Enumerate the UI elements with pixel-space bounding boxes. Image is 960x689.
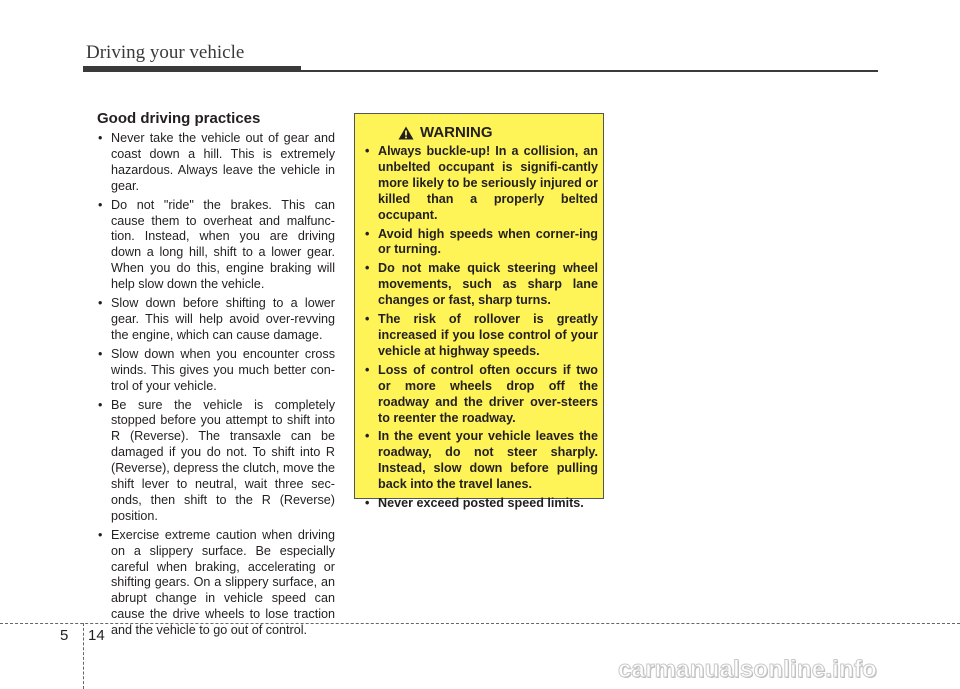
list-item: • Do not "ride" the brakes. This can cause them to overheat and malfunc-tion. Instead, when you are driving down a long hill, shift to a lower gear. When you do this, engine braking will help slow down the vehicle. bbox=[98, 197, 335, 292]
bullet-icon: • bbox=[98, 397, 103, 412]
list-item: • Never take the vehicle out of gear and coast down a hill. This is extremely hazardous. Always leave the vehicle in gear. bbox=[98, 131, 335, 193]
header-rule-thin bbox=[301, 70, 878, 72]
warning-item: • Avoid high speeds when corner-ing or turning. bbox=[365, 226, 598, 257]
bullet-icon: • bbox=[98, 346, 103, 361]
bullet-icon: • bbox=[365, 226, 370, 241]
footer-divider bbox=[0, 623, 960, 624]
bullet-icon: • bbox=[365, 312, 370, 327]
list-item: • Slow down when you encounter cross winds. This gives you much better con-trol of your vehicle. bbox=[98, 346, 335, 393]
page-number: 14 bbox=[88, 627, 105, 644]
chapter-number: 5 bbox=[60, 627, 69, 644]
warning-list bbox=[364, 144, 598, 512]
footer-vertical-divider bbox=[83, 623, 84, 689]
watermark: carmanualsonline.info bbox=[618, 656, 877, 683]
warning-triangle-icon bbox=[398, 126, 414, 140]
warning-item: • Do not make quick steering wheel movements, such as sharp lane changes or fast, sharp turns. bbox=[365, 261, 598, 308]
warning-item: • Loss of control often occurs if two or more wheels drop off the roadway and the driver over-steers to reenter the roadway. bbox=[365, 362, 598, 425]
bullet-icon: • bbox=[365, 144, 370, 158]
practices-list bbox=[97, 131, 335, 639]
warning-item: • Always buckle-up! In a collision, an unbelted occupant is signifi-cantly more likely to be seriously injured or killed than a properly belted occupant. bbox=[365, 144, 598, 222]
bullet-icon: • bbox=[365, 496, 370, 511]
section-heading: Good driving practices bbox=[97, 110, 261, 127]
bullet-icon: • bbox=[365, 429, 370, 444]
header-rule-thick bbox=[83, 66, 301, 72]
warning-header bbox=[398, 124, 598, 141]
list-item: • Exercise extreme caution when driving on a slippery surface. Be especially careful when braking, accelerating or shifting gears. On a slippery surface, an abrupt change in vehicle speed can cause the drive wheels to lose traction and the vehicle to go out of control. bbox=[98, 527, 335, 638]
list-item: • Be sure the vehicle is completely stopped before you attempt to shift into R (Reverse). The transaxle can be damaged if you do not. To shift into R (Reverse), depress the clutch, move the shift lever to neutral, wait three sec-onds, then shift to the R (Reverse) position. bbox=[98, 397, 335, 523]
bullet-icon: • bbox=[98, 527, 103, 542]
warning-box bbox=[354, 113, 604, 511]
bullet-icon: • bbox=[98, 296, 103, 311]
bullet-icon: • bbox=[98, 131, 103, 145]
warning-item: • Never exceed posted speed limits. bbox=[365, 496, 584, 511]
chapter-header-title: Driving your vehicle bbox=[86, 42, 245, 63]
warning-title: WARNING bbox=[420, 124, 493, 141]
warning-item: • In the event your vehicle leaves the roadway, do not steer sharply. Instead, slow down before pulling back into the travel lanes. bbox=[365, 429, 598, 492]
bullet-icon: • bbox=[365, 362, 370, 377]
list-item: • Slow down before shifting to a lower gear. This will help avoid over-revving the engine, which can cause damage. bbox=[98, 296, 335, 342]
warning-item: • The risk of rollover is greatly increased if you lose control of your vehicle at highway speeds. bbox=[365, 312, 598, 358]
bullet-icon: • bbox=[365, 261, 370, 276]
bullet-icon: • bbox=[98, 197, 103, 212]
good-driving-practices-section bbox=[97, 110, 335, 642]
